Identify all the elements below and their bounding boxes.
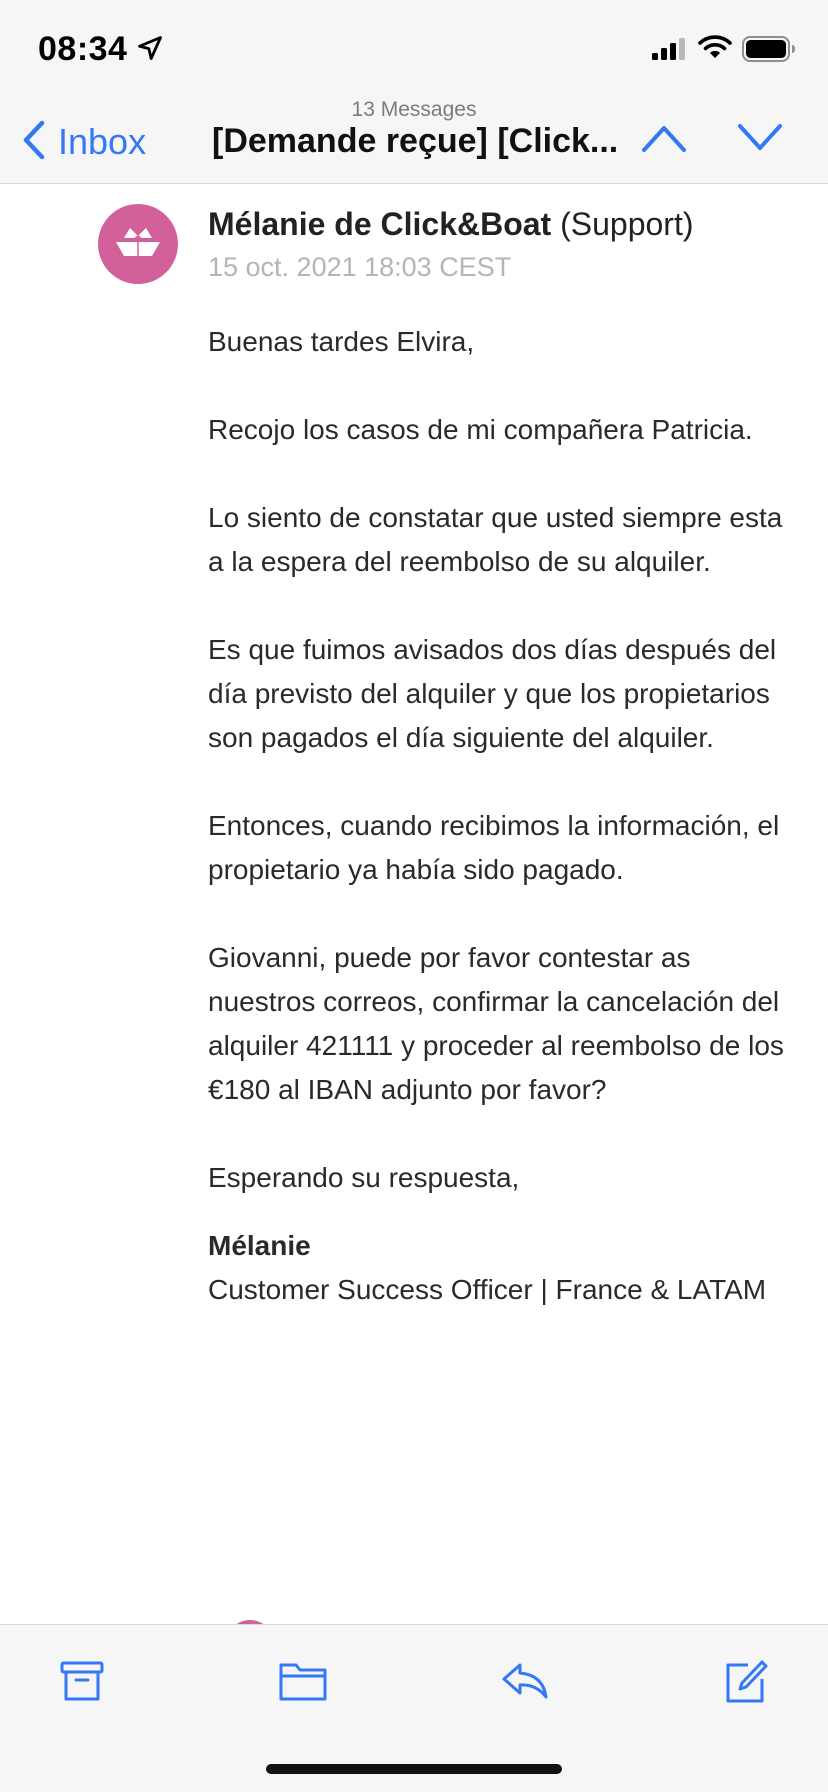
folder-icon [278,1692,328,1709]
paper-boat-icon [114,224,162,265]
sender-avatar[interactable] [98,204,178,284]
status-bar [0,0,828,96]
sender-line[interactable] [208,206,693,243]
previous-message-button[interactable] [640,122,688,159]
sender-role: (Support) [560,206,694,242]
message-count: 13 Messages [351,98,477,121]
compose-icon [722,1692,770,1709]
wifi-icon [698,34,732,65]
message-body [208,320,788,1312]
body-paragraph: Esperando su respuesta, [208,1162,520,1193]
thread-title: [Demande reçue] [Click... [212,122,619,160]
next-message-button[interactable] [736,122,784,159]
nav-bar [0,96,828,184]
body-paragraph: Lo siento de constatar que usted siempre esta a la espera del reembolso de su alquiler. [208,502,783,577]
move-to-folder-button[interactable] [278,1657,328,1710]
body-paragraph: Recojo los casos de mi compañera Patricia. [208,414,753,445]
signature [208,1224,788,1312]
back-label: Inbox [58,121,147,162]
location-arrow-icon [136,34,164,67]
cellular-signal-icon [652,38,688,65]
chevron-down-icon [736,141,784,158]
message-content[interactable] [0,184,828,1624]
body-paragraph: Giovanni, puede por favor contestar as nuestros correos, confirmar la cancelación del alquiler 421111 y proceder al reembolso de los €180 al IBAN adjunto por favor? [208,942,784,1105]
message-date: 15 oct. 2021 18:03 CEST [208,252,512,282]
home-indicator[interactable] [266,1764,562,1774]
reply-button[interactable] [500,1657,550,1710]
signature-title: Customer Success Officer | France & LATAM [208,1274,767,1305]
body-paragraph: Entonces, cuando recibimos la información, el propietario ya había sido pagado. [208,810,780,885]
back-to-inbox-button[interactable] [22,120,146,164]
sender-name: Mélanie de Click&Boat [208,206,552,242]
chevron-left-icon [22,120,46,165]
body-paragraph: Buenas tardes Elvira, [208,326,475,357]
chevron-up-icon [640,141,688,158]
body-paragraph: Es que fuimos avisados dos días después del día previsto del alquiler y que los propietarios son pagados el día siguiente del alquiler. [208,634,777,753]
status-time: 08:34 [38,30,128,68]
archive-icon [58,1692,106,1709]
reply-icon [500,1692,550,1709]
compose-button[interactable] [722,1657,770,1710]
archive-button[interactable] [58,1657,106,1710]
signature-name: Mélanie [208,1230,311,1261]
battery-icon [742,36,796,67]
